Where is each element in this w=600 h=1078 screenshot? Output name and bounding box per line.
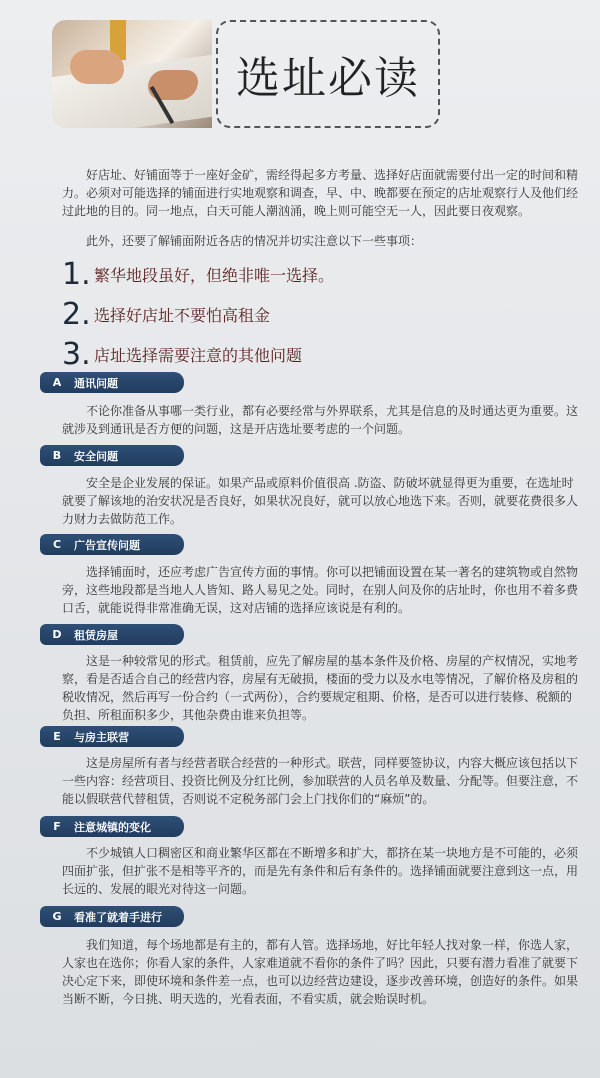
section-body-g: 我们知道，每个场地都是有主的，都有人管。选择场地，好比年轻人找对象一样，你选人家，人家也在选你；你看人家的条件，人家难道就不看你的条件了吗？因此，只要有潜力看准了就要下决心定下来，即使环境和条件差一点，也可以边经营边建设，逐步改善环境，创造好的条件。如果当断不断，今日挑、明天选的，光看表面，不看实质，就会贻误时机。: [62, 938, 579, 1006]
section-letter: F: [53, 820, 61, 833]
section-body-a: 不论你准备从事哪一类行业，都有必要经常与外界联系，尤其是信息的及时通达更为重要。这就涉及到通讯是否方便的问题，这是开店选址要考虑的一个问题。: [62, 404, 579, 436]
page-title: 选址必读: [236, 53, 420, 104]
section-heading: 通讯问题: [74, 376, 118, 390]
section-tab-f: [40, 816, 184, 837]
key-point: [62, 294, 562, 334]
section-body-b: 安全是企业发展的保证。如果产品或原料价值很高 .防盗、防破坏就显得更为重要，在选址时就要了解该地的治安状况是否良好，如果状况良好，就可以放心地选下来。否则，就要花费很多人力财力去做防范工作。: [62, 476, 579, 526]
section-tab-c: [40, 534, 184, 555]
intro-paragraph-2: 此外，还要了解铺面附近各店的情况并切实注意以下一些事项：: [86, 234, 423, 248]
section-letter: D: [52, 628, 62, 641]
key-point-number: 3.: [62, 336, 91, 372]
key-point-text: 店址选择需要注意的其他问题: [94, 345, 303, 365]
section-letter: B: [52, 449, 62, 462]
section-body-c: 选择铺面时，还应考虑广告宣传方面的事情。你可以把铺面设置在某一著名的建筑物或自然物旁，这些地段都是当地人人皆知、路人易见之处。同时，在别人问及你的店址时，你也用不着多费口舌，就能说得非常准确无误，这对店铺的选择应该说是有利的。: [62, 565, 579, 615]
key-point: [62, 334, 562, 374]
section-body-d: 这是一种较常见的形式。租赁前，应先了解房屋的基本条件及价格、房屋的产权情况，实地考察，看是否适合自己的经营内容，房屋有无破损，楼面的受力以及水电等情况，了解价格及房租的税收情况，然后再写一份合约（一式两份），合约要规定租期、价格，是否可以进行装修、税额的负担、所租面积多少，其他杂费由谁来负担等。: [62, 654, 579, 722]
section-tab-d: [40, 624, 184, 645]
section-body-e: 这是房屋所有者与经营者联合经营的一种形式。联营，同样要签协议，内容大概应该包括以下一些内容：经营项目、投资比例及分红比例，参加联营的人员名单及数量、分配等。但要注意，不能以假联营代替租赁，否则说不定税务部门会上门找你们的“麻烦”的。: [62, 756, 579, 806]
section-tab-e: [40, 726, 184, 747]
key-point-number: 1.: [62, 256, 91, 292]
section-letter: E: [53, 730, 61, 743]
key-point-number: 2.: [62, 296, 91, 332]
key-point-text: 选择好店址不要怕高租金: [94, 305, 271, 325]
section-letter: G: [52, 910, 62, 923]
title-box: [216, 20, 440, 128]
key-point: [62, 254, 562, 294]
section-letter: A: [52, 376, 62, 389]
section-letter: C: [52, 538, 62, 551]
hand-shape: [70, 50, 124, 84]
key-point-text: 繁华地段虽好，但绝非唯一选择。: [94, 265, 335, 285]
intro-paragraph: 好店址、好铺面等于一座好金矿，需经得起多方考量、选择好店面就需要付出一定的时间和精力。必须对可能选择的铺面进行实地观察和调查，早、中、晚都要在预定的店址观察行人及他们经过此地的目的。同一地点，白天可能人潮汹涌，晚上则可能空无一人，因此要日夜观察。: [62, 168, 579, 218]
section-heading: 看准了就着手进行: [74, 910, 162, 924]
section-tab-a: [40, 372, 184, 393]
section-heading: 租赁房屋: [74, 628, 118, 642]
section-heading: 广告宣传问题: [74, 538, 140, 552]
section-tab-b: [40, 445, 184, 466]
key-points-list: [62, 254, 562, 374]
header-photo: [52, 20, 212, 128]
section-tab-g: [40, 906, 184, 927]
section-body-f: 不少城镇人口稠密区和商业繁华区都在不断增多和扩大，都挤在某一块地方是不可能的，必须四面扩张，但扩张不是相等平齐的，而是先有条件和后有条件的。选择铺面就要注意到这一点，用长远的、发展的眼光对待这一问题。: [62, 846, 579, 896]
section-heading: 与房主联营: [74, 730, 129, 744]
section-heading: 注意城镇的变化: [74, 820, 151, 834]
section-heading: 安全问题: [74, 449, 118, 463]
